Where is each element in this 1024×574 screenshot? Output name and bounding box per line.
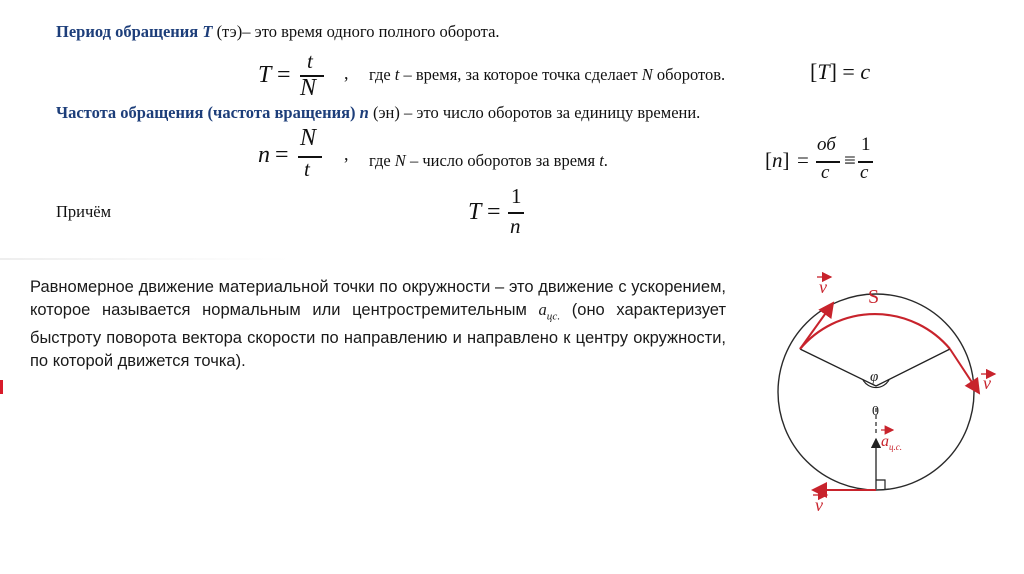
label-v-top-left: v: [819, 277, 827, 297]
period-explain-var2: N: [641, 65, 653, 84]
frequency-unit-den1: c: [821, 162, 830, 183]
period-formula: [258, 49, 349, 107]
frequency-explain-var2: t: [599, 151, 604, 170]
paragraph-accel: [538, 299, 561, 322]
period-formula-den: N: [300, 75, 317, 101]
frequency-unit-num1: об: [817, 134, 836, 155]
period-formula-num: t: [307, 49, 313, 73]
relation-formula-num: 1: [511, 184, 522, 208]
relation-formula-eq: =: [487, 199, 501, 225]
label-accel-subscript: ц.с.: [889, 442, 902, 452]
frequency-unit-eq: =: [797, 148, 809, 172]
frequency-explanation: [369, 151, 608, 171]
frequency-pron: (эн): [372, 103, 400, 122]
frequency-unit-bracket: [765, 148, 790, 173]
period-explain-var1: t: [394, 65, 400, 84]
relation-formula-lhs: T: [468, 199, 482, 225]
frequency-formula-comma: ,: [344, 144, 349, 164]
frequency-unit-close: ]: [782, 148, 790, 172]
period-explanation: [369, 65, 725, 85]
paragraph-accel-subscript: цс.: [546, 309, 561, 322]
frequency-formula: [258, 125, 349, 188]
relation-formula-den: n: [510, 214, 521, 238]
uniform-motion-paragraph: [30, 276, 726, 372]
frequency-unit-sym: n: [772, 148, 783, 172]
frequency-fraction-bar: [298, 156, 322, 158]
period-explain-pre: где: [369, 65, 391, 84]
divider-line: [0, 258, 290, 260]
frequency-explain-pre: где: [369, 151, 391, 170]
label-arc-s: S: [868, 286, 880, 308]
period-unit-eq: =: [842, 59, 855, 84]
period-explain-post: оборотов.: [656, 65, 726, 84]
velocity-vector-right: [950, 349, 979, 393]
period-formula-comma: ,: [344, 63, 349, 83]
frequency-unit-open: [: [765, 148, 772, 172]
paragraph-text-a: Равномерное движение материальной точки по окружности – это движение с ускорением, которое называется нормальным или центростремительным: [30, 278, 726, 319]
label-v-right: v: [983, 373, 991, 393]
paragraph-text-b: (оно характеризует быстроту поворота вектора скорости по направлению и направлено к центру окружности, по которой движется точка).: [30, 300, 726, 370]
period-unit: [810, 59, 870, 85]
label-center-0: 0: [872, 404, 879, 419]
period-formula-lhs: T: [258, 62, 272, 88]
frequency-heading: [56, 103, 700, 123]
period-explain-mid: – время, за которое точка сделает: [403, 65, 638, 84]
margin-marker: [0, 380, 3, 394]
frequency-formula-den: t: [304, 157, 310, 181]
label-accel: [881, 433, 902, 452]
period-unit-sym: T: [817, 59, 830, 84]
frequency-explain-post: .: [603, 151, 608, 170]
frequency-formula-lhs: n: [258, 142, 270, 168]
period-pron: (тэ): [216, 22, 243, 41]
frequency-symbol: n: [359, 103, 369, 122]
period-symbol: T: [202, 22, 213, 41]
period-unit-open: [: [810, 59, 818, 84]
frequency-formula-num: N: [300, 125, 317, 151]
period-definition: – это время одного полного оборота.: [242, 22, 500, 41]
label-v-bottom: v: [815, 495, 823, 515]
frequency-explain-var1: N: [394, 151, 406, 170]
period-title: Период обращения: [56, 22, 199, 41]
frequency-explain-mid: – число оборотов за время: [409, 151, 596, 170]
period-unit-val: c: [860, 59, 871, 84]
period-formula-eq: =: [277, 62, 291, 88]
label-angle-phi: φ: [870, 369, 879, 385]
frequency-unit-num2: 1: [861, 134, 871, 155]
frequency-formula-eq: =: [275, 142, 289, 168]
radius-left: [800, 349, 879, 386]
right-angle-mark: [876, 480, 885, 489]
frequency-definition: – это число оборотов за единицу времени.: [404, 103, 701, 122]
paragraph-accel-symbol: a: [538, 299, 547, 319]
period-unit-close: ]: [829, 59, 837, 84]
relation-label: Причём: [56, 202, 112, 221]
period-heading: [56, 22, 500, 42]
radius-right: [876, 349, 950, 386]
circular-motion-diagram: [755, 263, 1000, 525]
frequency-unit-equiv: ≡: [844, 148, 856, 172]
label-accel-symbol: a: [881, 433, 889, 450]
frequency-unit: [765, 136, 885, 188]
frequency-unit-den2: c: [860, 162, 869, 183]
frequency-title: Частота обращения (частота вращения): [56, 103, 356, 122]
relation-formula: [468, 185, 538, 245]
